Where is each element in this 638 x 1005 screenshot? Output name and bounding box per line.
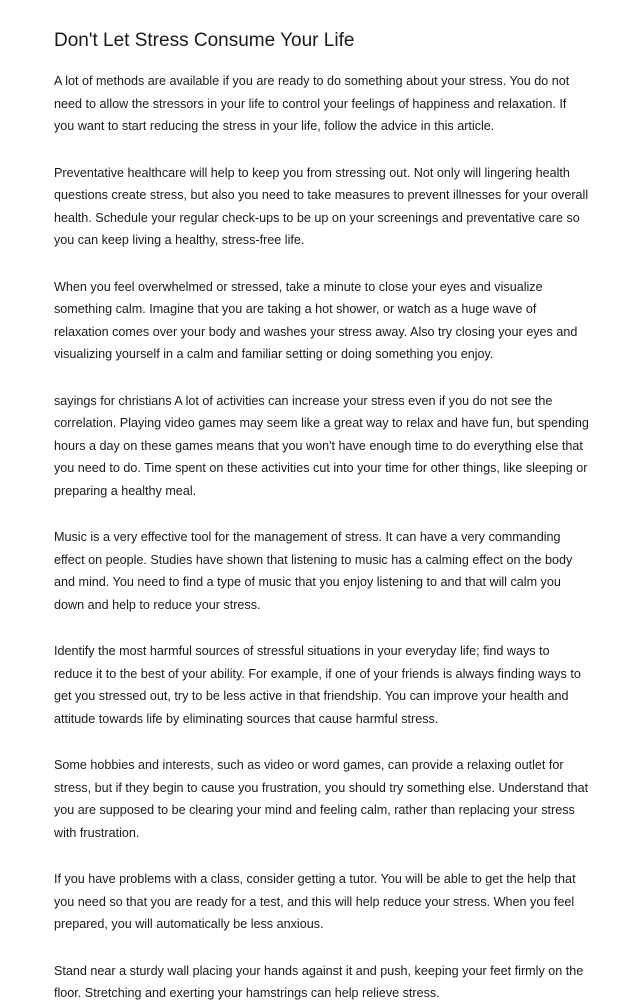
document-title: Don't Let Stress Consume Your Life [54, 30, 355, 51]
paragraph-tutor: If you have problems with a class, consider getting a tutor. You will be able to get the help that you need so that you are ready for a test, and this will help reduce your stress. When you feel prepared, you will automatically be less anxious. [54, 872, 576, 931]
paragraph-music: Music is a very effective tool for the management of stress. It can have a very commanding effect on people. Studies have shown that listening to music has a calming effect on the body and mind. You need to find a type of music that you enjoy listening to and that will calm you down and help to reduce your stress. [54, 530, 573, 612]
paragraph-stretching: Stand near a sturdy wall placing your hands against it and push, keeping your feet firmly on the floor. Stretching and exerting your hamstrings can help relieve stress. [54, 963, 584, 1000]
paragraph-harmful-sources: Identify the most harmful sources of stressful situations in your everyday life; find ways to reduce it to the best of your ability. For example, if one of your friends is always finding ways to get you stressed out, try to be less active in that friendship. You can improve your health and attitude towards life by eliminating sources that cause harmful stress. [54, 644, 581, 726]
document-body [54, 70, 589, 1005]
paragraph-visualize-calm: When you feel overwhelmed or stressed, take a minute to close your eyes and visualize something calm. Imagine that you are taking a hot shower, or watch as a huge wave of relaxation comes over your body and washes your stress away. Also try closing your eyes and visualizing yourself in a calm and familiar setting or doing something you enjoy. [54, 279, 578, 361]
paragraph-hobbies: Some hobbies and interests, such as video or word games, can provide a relaxing outlet for stress, but if they begin to cause you frustration, you should try something else. Understand that you are supposed to be clearing your mind and feeling calm, rather than replacing your stress with frustration. [54, 758, 589, 840]
paragraph-preventative-healthcare: Preventative healthcare will help to keep you from stressing out. Not only will lingering health questions create stress, but also you need to take measures to prevent illnesses for your overall health. Schedule your regular check-ups to be up on your screenings and preventative care so you can keep living a healthy, stress-free life. [54, 165, 589, 247]
paragraph-activities: sayings for christians A lot of activities can increase your stress even if you do not see the correlation. Playing video games may seem like a great way to relax and have fun, but spending hours a day on these games means that you won't have enough time to do everything else that you need to do. Time spent on these activities cut into your time for other things, like sleeping or preparing a healthy meal. [54, 393, 589, 498]
paragraph-intro: A lot of methods are available if you are ready to do something about your stress. You do not need to allow the stressors in your life to control your feelings of happiness and relaxation. If you want to start reducing the stress in your life, follow the advice in this article. [54, 74, 570, 133]
